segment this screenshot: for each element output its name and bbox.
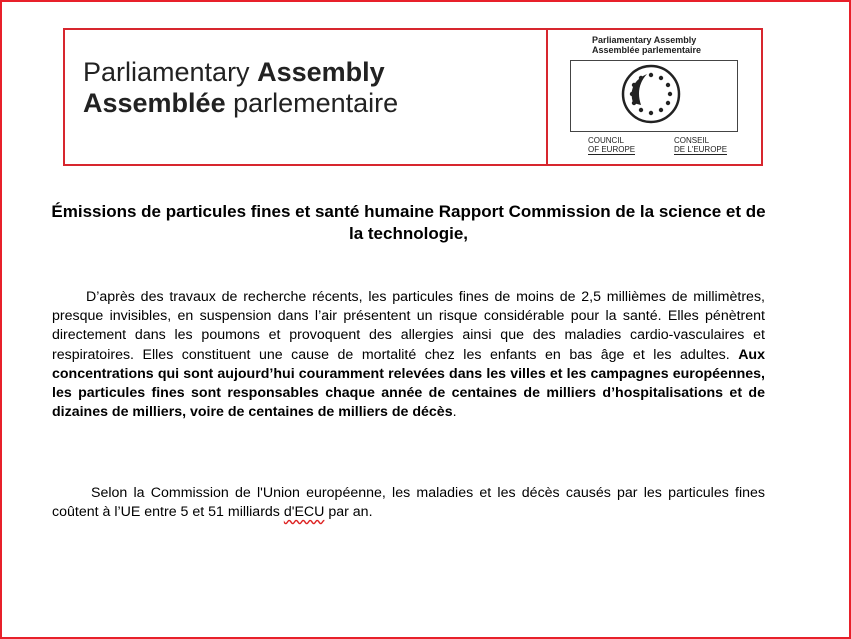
paragraph-2-end: par an. bbox=[324, 504, 373, 521]
coe-label-en bbox=[588, 136, 635, 155]
paragraph-1 bbox=[52, 288, 765, 422]
title-fr-regular: parlementaire bbox=[225, 88, 399, 118]
spellcheck-flagged-word[interactable]: d'ECU bbox=[283, 504, 325, 521]
coe-emblem-frame bbox=[570, 60, 738, 132]
coe-fr-line1: CONSEIL bbox=[674, 136, 710, 145]
paragraph-1-bold: Aux concentrations qui sont aujourd’hui couramment relevées dans les villes et les campagnes européennes, les particules fines sont responsables chaque année de centaines de milliers d’hospitalisations et de dizaines de milliers, voire de centaines de milliers de décès bbox=[52, 346, 765, 421]
assembly-title bbox=[83, 57, 398, 119]
assembly-title-en bbox=[83, 57, 398, 88]
logo-heading bbox=[592, 35, 701, 55]
document-title: Émissions de particules fines et santé humaine Rapport Commission de la science et de la technologie, bbox=[51, 202, 766, 243]
logo-heading-fr: Assemblée parlementaire bbox=[592, 45, 702, 55]
paragraph-2-text: Selon la Commission de l'Union européenne, les maladies et les décès causés par les particules fines coûtent à l’UE entre 5 et 51 milliards bbox=[52, 485, 765, 521]
title-en-bold: Assembly bbox=[257, 57, 385, 87]
paragraph-1-end: . bbox=[452, 404, 457, 421]
paragraph-1-text: D’après des travaux de recherche récents, les particules fines de moins de 2,5 millièmes de millimètres, presque invisibles, en suspension dans l’air présentent un risque considérable pour la santé. Elles pénètrent directement dans les poumons et provoquent des allergies ainsi que des maladies cardio-vasculaires et respiratoires. Elles constituent une cause de mortalité chez les enfants en bas âge et les adultes. bbox=[52, 289, 765, 363]
coe-fr-line2: DE L'EUROPE bbox=[674, 145, 728, 154]
coe-en-line1: COUNCIL bbox=[588, 136, 625, 145]
assembly-title-fr bbox=[83, 88, 398, 119]
assembly-title-block bbox=[65, 30, 548, 164]
coe-emblem-icon bbox=[571, 61, 737, 131]
paragraph-2 bbox=[52, 484, 765, 522]
logo-heading-en: Parliamentary Assembly bbox=[592, 35, 697, 45]
coe-logo-block bbox=[548, 30, 761, 164]
coe-label-fr bbox=[674, 136, 727, 155]
header-banner bbox=[63, 28, 763, 166]
title-fr-bold: Assemblée bbox=[83, 88, 226, 118]
title-en-regular: Parliamentary bbox=[83, 57, 258, 87]
coe-en-line2: OF EUROPE bbox=[588, 145, 636, 154]
